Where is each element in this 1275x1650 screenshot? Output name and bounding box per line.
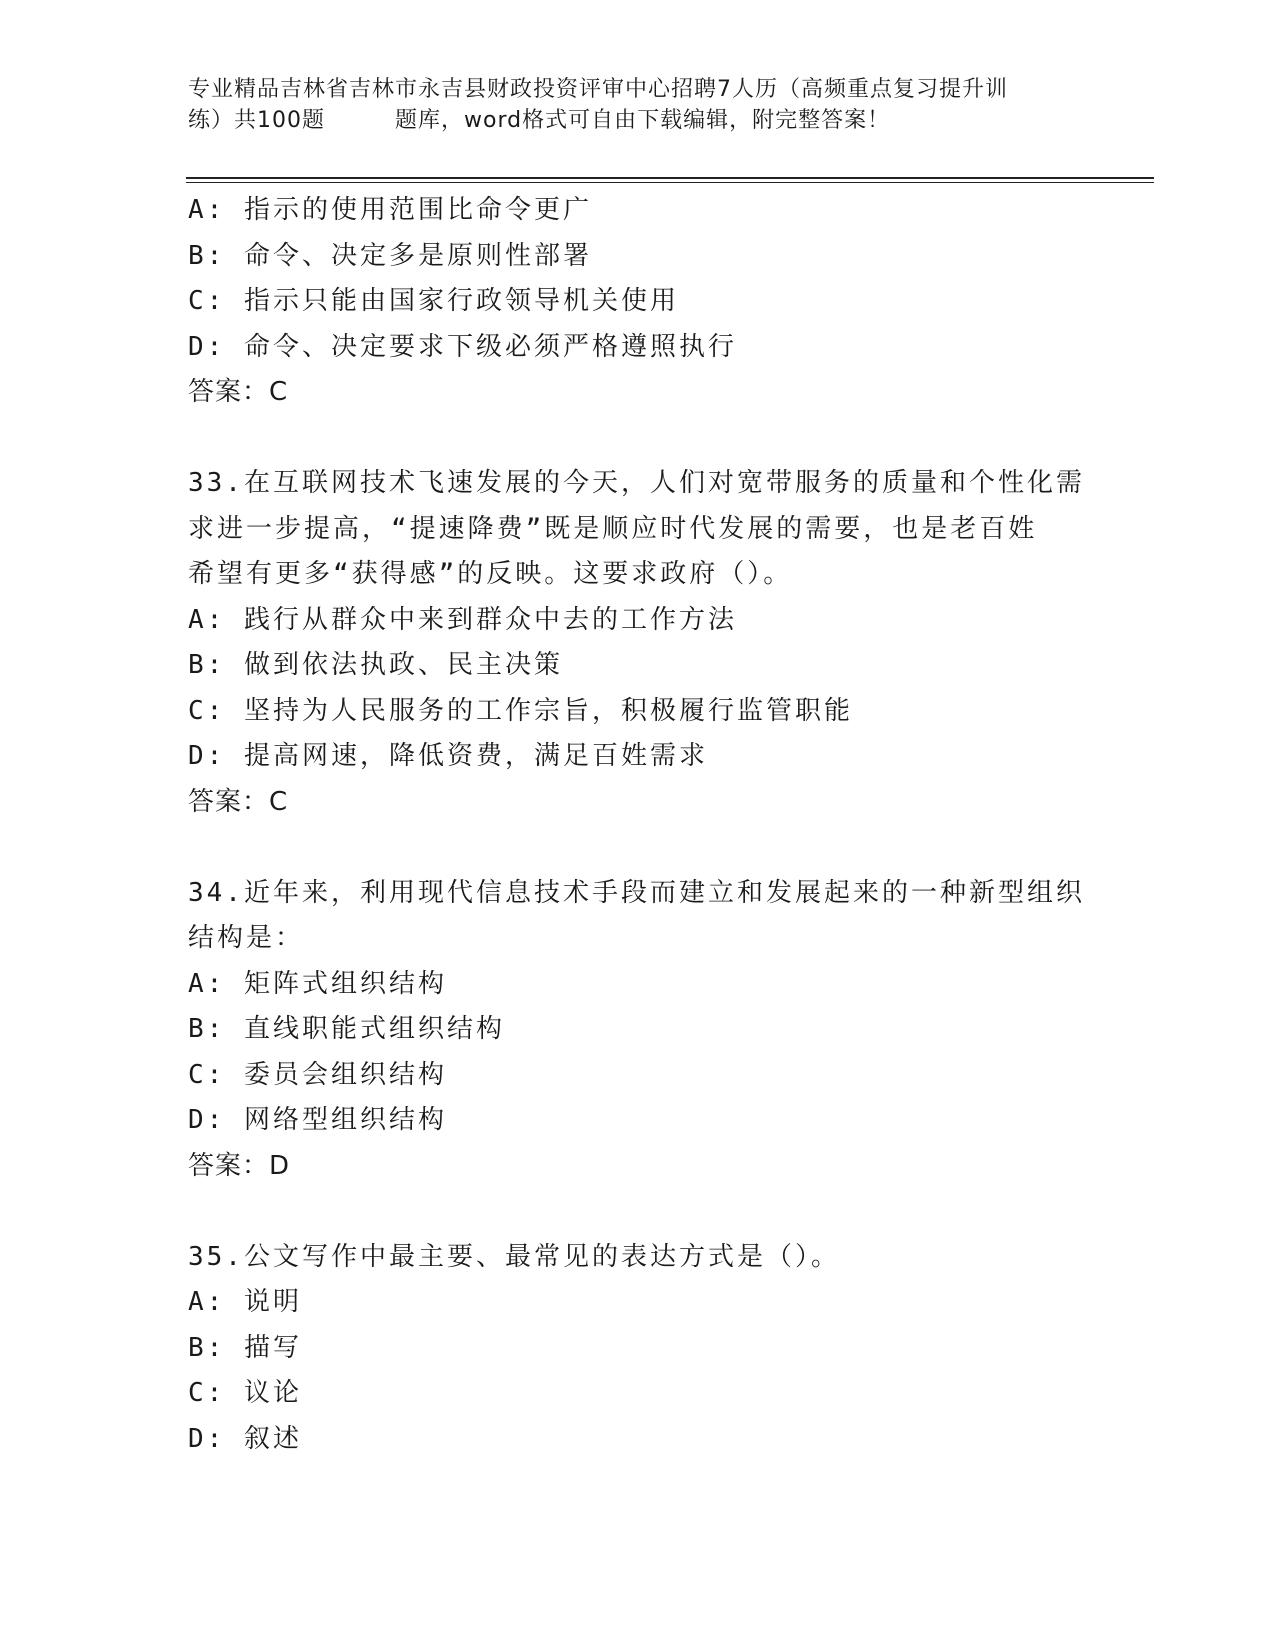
- header-rule-thick: [186, 177, 1154, 179]
- option-c: C: 委员会组织结构: [188, 1059, 447, 1090]
- option-b: B: 描写: [188, 1332, 302, 1363]
- option-b: B: 命令、决定多是原则性部署: [188, 240, 592, 271]
- answer: 答案：C: [188, 786, 289, 817]
- question-stem-line: 34.近年来，利用现代信息技术手段而建立和发展起来的一种新型组织: [188, 877, 1085, 908]
- header-rule-thin: [186, 182, 1154, 183]
- question-32: [188, 188, 1088, 416]
- question-stem-line: 33.在互联网技术飞速发展的今天，人们对宽带服务的质量和个性化需: [188, 468, 1085, 498]
- option-c: C: 议论: [188, 1378, 302, 1408]
- question-spacer: [188, 1189, 1088, 1235]
- header-title-line-2-part-1: 练）共100题: [188, 108, 325, 133]
- header-title-line-1: 专业精品吉林省吉林市永吉县财政投资评审中心招聘7人历（高频重点复习提升训: [188, 77, 1008, 102]
- option-a: A: 说明: [188, 1287, 302, 1317]
- header-title-line-2: [188, 105, 1088, 136]
- question-stem-line: 希望有更多“获得感”的反映。这要求政府（）。: [188, 559, 793, 589]
- question-stem-line: 求进一步提高，“提速降费”既是顺应时代发展的需要，也是老百姓: [188, 513, 1038, 544]
- option-c: C: 坚持为人民服务的工作宗旨，积极履行监管职能: [188, 695, 853, 726]
- question-stem-line: 结构是：: [188, 923, 305, 953]
- option-d: D: 提高网速，降低资费，满足百姓需求: [188, 741, 708, 771]
- option-d: D: 网络型组织结构: [188, 1105, 447, 1135]
- question-34: [188, 871, 1088, 1190]
- option-b: B: 做到依法执政、民主决策: [188, 650, 563, 680]
- option-d: D: 叙述: [188, 1423, 302, 1454]
- option-a: A: 指示的使用范围比命令更广: [188, 195, 592, 225]
- page-header: [188, 74, 1088, 136]
- option-a: A: 践行从群众中来到群众中去的工作方法: [188, 604, 737, 635]
- option-b: B: 直线职能式组织结构: [188, 1014, 505, 1044]
- question-35: [188, 1235, 1088, 1463]
- answer: 答案：C: [188, 377, 289, 407]
- option-d: D: 命令、决定要求下级必须严格遵照执行: [188, 331, 737, 362]
- option-c: C: 指示只能由国家行政领导机关使用: [188, 286, 679, 316]
- question-list: [188, 188, 1088, 1462]
- header-title-line-2-part-2: 题库，word格式可自由下载编辑，附完整答案！: [395, 108, 891, 133]
- question-spacer: [188, 825, 1088, 871]
- question-spacer: [188, 416, 1088, 462]
- option-a: A: 矩阵式组织结构: [188, 968, 447, 999]
- question-33: [188, 461, 1088, 825]
- answer: 答案：D: [188, 1150, 291, 1181]
- question-stem-line: 35.公文写作中最主要、最常见的表达方式是（）。: [188, 1241, 840, 1272]
